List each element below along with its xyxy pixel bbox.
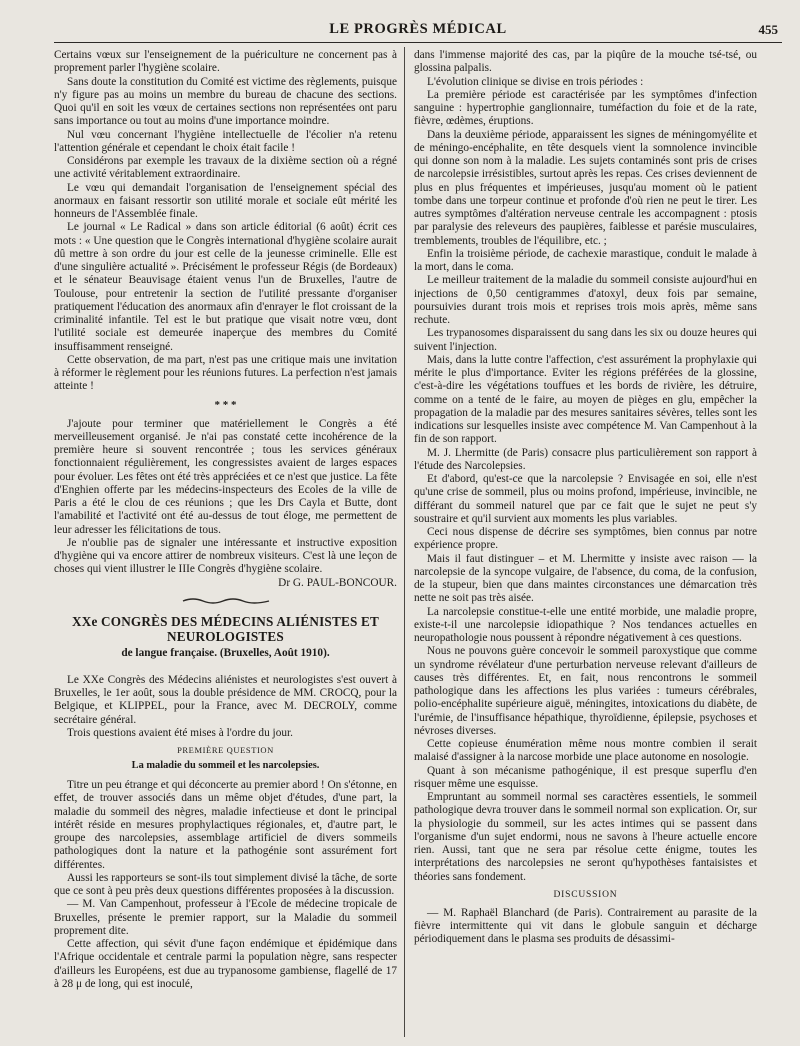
paragraph: Nul vœu concernant l'hygiène intellectuelle de l'écolier n'a retenu l'attention générale et cependant le choix était facile ! [54,128,397,154]
paragraph: dans l'immense majorité des cas, par la piqûre de la mouche tsé-tsé, ou glossina palpalis. [414,49,757,75]
paragraph: M. J. Lhermitte (de Paris) consacre plus particulièrement son rapport à l'étude des Narcolepsies. [414,446,757,472]
congress-subtitle: de langue française. (Bruxelles, Août 1910). [121,646,330,659]
congress-title: XXe CONGRÈS DES MÉDECINS ALIÉNISTES ET NEUROLOGISTES [72,613,379,644]
paragraph: Titre un peu étrange et qui déconcerte au premier abord ! On s'étonne, en effet, de trouver associés dans un même objet d'études, d'une part, la maladie du sommeil des nègres, maladie infectieuse et dont le principal intérêt réside en mesures prophylactiques régionales, et, d'autre part, le groupe des narcolepsies, assemblage artificiel de divers sommeils pathologiques dont la nature et la pathogénie sont assurément fort différentes. [54,779,397,871]
paragraph: Mais, dans la lutte contre l'affection, c'est assurément la prophylaxie qui mérite le plus d'importance. Eviter les régions préférées de la glossine, c'est-à-dire les végétations touffues et les bords de rivière, les détruire, comme on a tenté de le faire, au moyen de pièges en glu, empêcher la propagation de la maladie par des mesures sanitaires sévères, telles sont les indications sur lesquelles insiste avec compétence M. Van Campenhout à la fin de son rapport. [414,353,757,446]
paragraph: Cette affection, qui sévit d'une façon endémique et épidémique dans l'Afrique occidentale et centrale parmi la population nègre, sans respecter d'ailleurs les Européens, est due au trypanosome gambiense, flagellé de 17 à 28 μ de long, qui est inoculé, [54,938,397,990]
paragraph: Ceci nous dispense de décrire ses symptômes, bien connus par notre expérience propre. [414,526,757,552]
paragraph: Sans doute la constitution du Comité est victime des règlements, puisque n'y figure pas au moins un membre du bureau de chacune des sections. Quoi qu'il en soit les vœux de certaines sections non représentées ont paru sans importance ou tout au moins d'une importance moindre. [54,75,397,128]
paragraph: Le vœu qui demandait l'organisation de l'enseignement spécial des anormaux en faisant ressortir son utilité morale et sociale eût mérité les honneurs de l'Assemblée finale. [54,181,397,220]
column-divider [404,47,405,1037]
paragraph: — M. Raphaël Blanchard (de Paris). Contrairement au parasite de la fièvre intermittente qui vit dans le globule sanguin et décharge périodiquement dans le plasma ses produits de désassimi- [414,906,757,946]
page-number: 455 [758,22,778,37]
paragraph: Certains vœux sur l'enseignement de la puériculture ne concernent pas à proprement parler l'hygiène scolaire. [54,49,397,75]
ornament-divider [181,596,271,606]
paragraph: Quant à son mécanisme pathogénique, il est presque superflu d'en risquer même une esquisse. [414,764,757,790]
paragraph: Mais il faut distinguer – et M. Lhermitte y insiste avec raison — la narcolepsie de la syncope vulgaire, de l'absence, du coma, de la confusion, de la stupeur, bien que dans maintes circonstances une démarcation très nette ne soit pas très aisée. [414,552,757,605]
paragraph: Empruntant au sommeil normal ses caractères essentiels, le sommeil pathologique devra trouver dans le sommeil normal son explication. Or, sur la physiologie du sommeil, sur les actes intimes qui se passent dans l'organisme d'un sujet endormi, nous ne savons à l'heure actuelle encore rien. Aussi, tant que ne sera par résolue cette énigme, toutes les interprétations des narcolepsies ne seront qu'hypothèses fantaisistes et théories sans fondement. [414,791,757,883]
paragraph: Cette copieuse énumération même nous montre combien il serait malaisé d'assigner à la narcose morbide une place autonome en nosologie. [414,738,757,764]
paragraph: Trois questions avaient été mises à l'ordre du jour. [67,726,293,739]
paragraph: Le meilleur traitement de la maladie du sommeil consiste aujourd'hui en injections de 0,50 centigrammes d'atoxyl, deux fois par semaine, poursuivies durant trois mois et reprises trois mois après, même sans rechute. [414,274,757,326]
paragraph: Les trypanosomes disparaissent du sang dans les six ou douze heures qui suivent l'injection. [414,327,757,353]
paragraph: — M. Van Campenhout, professeur à l'Ecole de médecine tropicale de Bruxelles, présente le premier rapport, sur la Maladie du sommeil proprement dite. [54,898,397,937]
paragraph: Dans la deuxième période, apparaissent les signes de méningomyélite et de méningo-encéphalite, en tête desquels vient la somnolence invincible qui donne son nom à la maladie. Les sujets contaminés sont pris de crises de narcolepsie irrésistibles, surtout après les repas. Ces crises deviennent de plus en plus fréquentes et impérieuses, jusqu'au moment où le patient tombe dans une torpeur continue et profonde d'où rien ne peut le tirer. Les autres symptômes d'altération nerveuse centrale les accompagnent : ptosis par paralysie des releveurs des paupières, faiblesse et parésie musculaires, tremblements, troubles de l'équilibre, etc. ; [414,128,757,247]
paragraph: La narcolepsie constitue-t-elle une entité morbide, une maladie propre, existe-t-il une narcolepsie idiopathique ? Nos tendances actuelles en neuropathologie nous poussent à répondre négativement à ces questions. [414,605,757,644]
paragraph: L'évolution clinique se divise en trois périodes : [427,75,644,88]
right-column [414,49,757,1034]
paragraph: Le journal « Le Radical » dans son article éditorial (6 août) écrit ces mots : « Une question que le Congrès international d'hygiène scolaire aurait dû mettre à son ordre du jour est celle de la jeunesse criminelle. Elle est d'une singulière actualité ». Précisément le professeur Régis (de Bordeaux) et le sénateur Beauvisage étaient venus l'un de Bruxelles, l'autre de Toulouse, pour entretenir la section de l'utilité pressante d'organiser pratiquement l'éducation des anormaux afin d'enrayer le flot croissant de la criminalité infantile. Tel est le but pratique que visait notre vœu, dont l'utilité sociale est demeurée inaperçue des membres du Comité insuffisamment renseigné. [54,221,397,353]
paragraph: J'ajoute pour terminer que matériellement le Congrès a été merveilleusement organisé. Je n'ai pas constaté cette incohérence de la première heure si souvent rencontrée ; tous les services généraux fonctionnaient régulièrement, les congressistes avaient de larges espaces pour évoluer. Les fêtes ont été très appréciées et ce n'est que justice. La fête d'Enghien offerte par les médecins-inspecteurs des Ecoles de la ville de Paris a été le clou de ces réunions ; que les Drs Cayla et Butte, dont l'amabilité et l'activité ont été au-dessus de tout éloge, me permettent de leur adresser les félicitations de tous. [54,417,397,536]
author-signature: Dr G. PAUL-BONCOUR. [278,576,397,589]
paragraph: La première période est caractérisée par les symptômes d'infection sanguine : hypertrophie ganglionnaire, tuméfaction du foie et de la rate, fièvre, œdèmes, éruptions. [414,88,757,128]
paragraph: Cette observation, de ma part, n'est pas une critique mais une invitation à réformer le règlement pour les réunions futures. La perfection n'est jamais atteinte ! [54,353,397,393]
paragraph: Et d'abord, qu'est-ce que la narcolepsie ? Envisagée en soi, elle n'est qu'une crise de sommeil, plus ou moins profond, impérieuse, invincible, ne différant du sommeil naturel que par ce fait que le sujet ne peut s'y soustraire et qu'il survient aux moments les plus variables. [414,473,757,525]
paragraph: Je n'oublie pas de signaler une intéressante et instructive exposition d'hygiène qui va encore attirer de nombreux visiteurs. C'est là une leçon de choses qui vient illustrer le IIIe Congrès d'hygiène scolaire. [54,536,397,576]
question-subheading: La maladie du sommeil et les narcolepsies. [131,760,320,771]
paragraph: Considérons par exemple les travaux de la dixième section où a régné une activité véritablement extraordinaire. [54,155,397,181]
discussion-heading: DISCUSSION [553,889,618,900]
paragraph: Aussi les rapporteurs se sont-ils tout simplement divisé la tâche, de sorte que ce sont à peu près deux questions différentes proposées à la discussion. [54,871,397,897]
paragraph: Enfin la troisième période, de cachexie marastique, conduit le malade à la mort, dans le coma. [414,247,757,273]
page-header [54,20,782,43]
left-column [54,49,397,1034]
paragraph: Le XXe Congrès des Médecins aliénistes et neurologistes s'est ouvert à Bruxelles, le 1er août, sous la double présidence de MM. CROCQ, pour la Belgique, et KLIPPEL, pour la France, avec M. DECROLY, comme secrétaire général. [54,673,397,726]
journal-title: LE PROGRÈS MÉDICAL [329,21,507,37]
paragraph: Nous ne pouvons guère concevoir le sommeil paroxystique que comme un syndrome révélateur d'une perturbation nerveuse relevant d'ailleurs de causes très différentes. Et, en fait, nous rencontrons le sommeil pathologique dans les affections les plus variées : tumeurs cérébrales, polio-encéphalite supérieure aiguë, méningites, intoxications du diabète, de l'urémie, de l'insuffisance hépathique, thyroïdienne, épilepsie, psychoses et névroses diverses. [414,645,757,737]
section-break-stars: * * * [214,398,237,411]
question-heading: PREMIÈRE QUESTION [177,745,274,755]
